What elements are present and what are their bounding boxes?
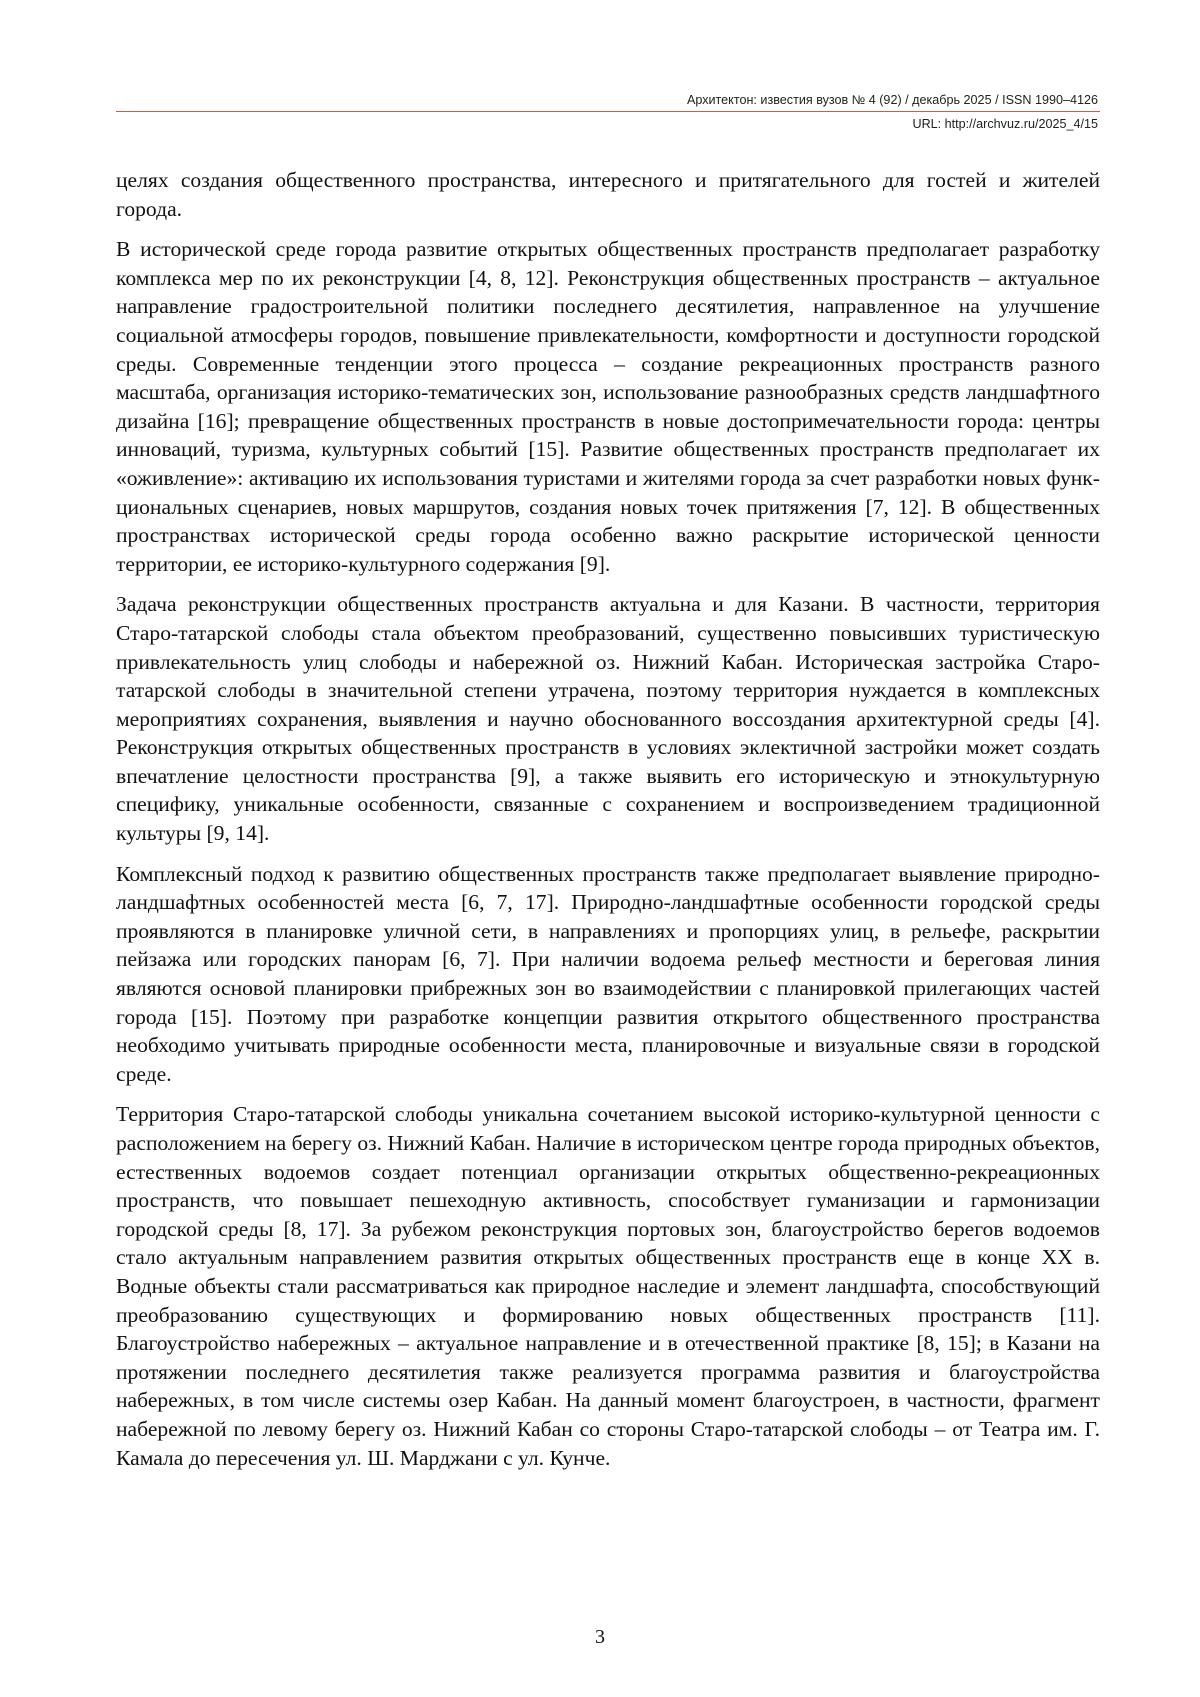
paragraph: Территория Старо-татарской слободы уникальна сочетанием высокой историко-культурной ценности с расположением на берегу оз. Нижний Кабан. Наличие в историческом центре города природных объектов, естественных водоемов создает потенциал организации открытых общественно-рекреационных пространств, что повышает пешеходную активность, способствует гуманизации и гармонизации городской среды [8, 17]. За рубежом реконструкция портовых зон, благоустройство берегов водоемов стало актуальным направлением развития открытых общественных пространств еще в конце XX в. Водные объекты стали рассматриваться как природное наследие и элемент ландшафта, способствующий преобразованию существующих и формированию новых общественных пространств [11]. Благоустройство набережных – актуальное направление и в отечественной практике [8, 15]; в Казани на протяжении последнего десятилетия также реализуется программа развития и благоустройства набережных, в том числе системы озер Кабан. На данный момент благоустроен, в частности, фрагмент набережной по левому берегу оз. Нижний Кабан со стороны Старо-татарской слободы – от Театра им. Г. Камала до пересечения ул. Ш. Марджани с ул. Кунче.	[116, 1102, 1100, 1470]
article-body	[116, 166, 1100, 1484]
paragraph: целях создания общественного пространства, интересного и притягательного для гостей и жителей города.	[116, 168, 1100, 221]
paragraph: В исторической среде города развитие открытых общественных пространств предполагает разработку комплекса мер по их реконструкции [4, 8, 12]. Реконструкция общественных пространств – актуальное направление градостроительной политики последнего десятилетия, направленное на улучшение социальной атмосферы городов, повышение привлекательности, комфортности и доступности городской среды. Современные тенденции этого процесса – создание рекреационных пространств разного масштаба, организация историко-тематических зон, использование разнообразных средств ландшафтного дизайна [16]; превращение общественных пространств в новые достопримечательности города: центры инноваций, туризма, культурных событий [15]. Развитие общественных пространств предполагает их «оживление»: активацию их использования туристами и жителями города за счет разработки новых функциональных сценариев, новых маршрутов, создания новых точек притяжения [7, 12]. В общественных пространствах исторической среды города особенно важно раскрытие исторической ценности территории, ее историко-культурного содержания [9].	[116, 237, 1100, 576]
paragraph: Комплексный подход к развитию общественных пространств также предполагает выявление природно-ландшафтных особенностей места [6, 7, 17]. Природно-ландшафтные особенности городской среды проявляются в планировке уличной сети, в направлениях и пропорциях улиц, в рельефе, раскрытии пейзажа или городских панорам [6, 7]. При наличии водоема рельеф местности и береговая линия являются основой планировки прибрежных зон во взаимодействии с планировкой прилегающих частей города [15]. Поэтому при разработке концепции развития открытого общественного пространства необходимо учитывать природные особенности места, планировочные и визуальные связи в городской среде.	[116, 861, 1100, 1086]
header-divider	[116, 111, 1100, 112]
journal-citation: Архитектон: известия вузов № 4 (92) / декабрь 2025 / ISSN 1990–4126	[686, 93, 1098, 107]
running-header	[116, 92, 1100, 133]
page-number: 3	[595, 1626, 605, 1648]
paragraph: Задача реконструкции общественных пространств актуальна и для Казани. В частности, территория Старо-татарской слободы стала объектом преобразований, существенно повысивших туристическую привлекательность улиц слободы и набережной оз. Нижний Кабан. Историческая застройка Старо-татарской слободы в значительной степени утрачена, поэтому территория нуждается в комплексных мероприятиях сохранения, выявления и научно обоснованного воссоздания архитектурной среды [4]. Реконструкция открытых общественных пространств в условиях эклектичной застройки может создать впечатление целостности пространства [9], а также выявить его историческую и этнокультурную специфику, уникальные особенности, связанные с сохранением и воспроизведением традиционной культуры [9, 14].	[116, 592, 1100, 846]
article-url: URL: http://archvuz.ru/2025_4/15	[912, 117, 1098, 131]
